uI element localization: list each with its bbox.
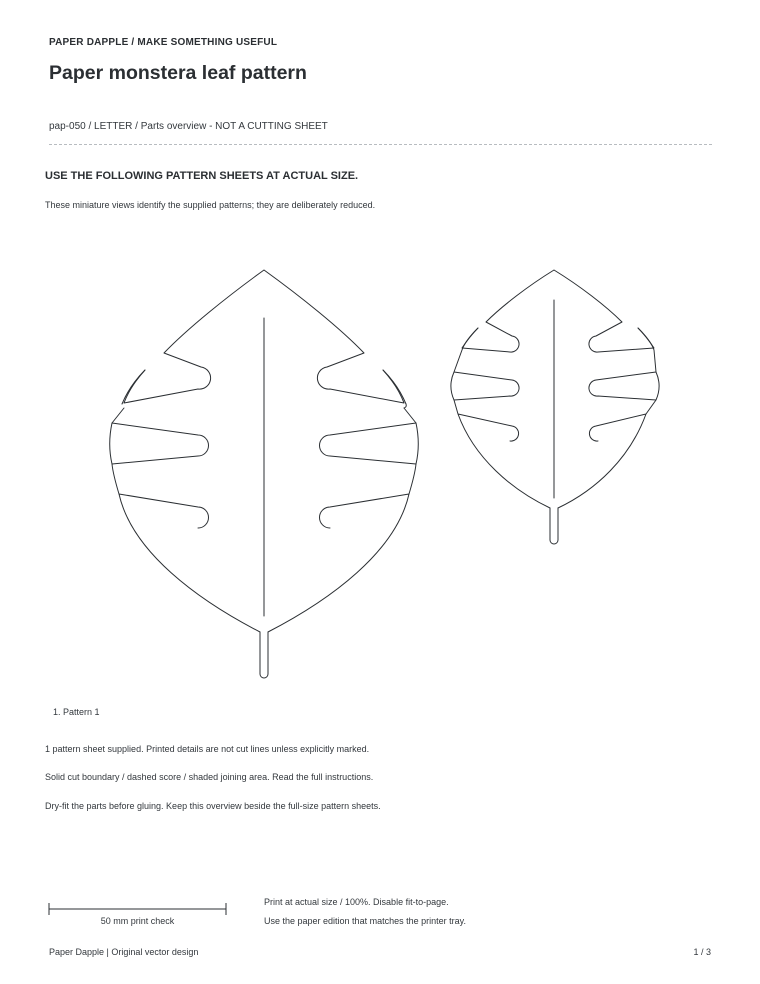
large-leaf-lobe-left-middle	[110, 423, 209, 464]
large-leaf-lobe-right-middle	[320, 404, 419, 464]
note-sheets: 1 pattern sheet supplied. Printed details are not cut lines unless explicitly marked.	[45, 744, 370, 754]
instructions-heading: USE THE FOLLOWING PATTERN SHEETS AT ACTUAL SIZE.	[45, 170, 359, 182]
brand-line: PAPER DAPPLE / MAKE SOMETHING USEFUL	[49, 37, 278, 48]
scale-bar-label: 50 mm print check	[100, 916, 175, 926]
note-dry-fit: Dry-fit the parts before gluing. Keep this overview beside the full-size pattern sheets.	[45, 801, 381, 811]
small-leaf-stem	[550, 508, 558, 544]
document-meta: pap-050 / LETTER / Parts overview - NOT A CUTTING SHEET	[49, 121, 328, 132]
print-instruction-paper: Use the paper edition that matches the printer tray.	[264, 916, 466, 926]
small-leaf-pattern	[451, 270, 659, 544]
instructions-intro: These miniature views identify the supplied patterns; they are deliberately reduced.	[45, 200, 376, 210]
page-title: Paper monstera leaf pattern	[49, 62, 307, 84]
large-leaf-lower-right	[268, 464, 416, 632]
print-check-scale-bar	[49, 903, 226, 915]
large-leaf-pattern	[110, 270, 419, 678]
large-leaf-notch-right-upper-edge	[404, 408, 416, 423]
small-leaf-top	[462, 270, 654, 352]
footer-credit: Paper Dapple | Original vector design	[49, 947, 199, 957]
large-leaf-stem	[260, 632, 268, 678]
page-number: 1 / 3	[693, 947, 711, 957]
small-leaf-right-side	[558, 328, 659, 508]
small-leaf-left-side	[451, 328, 550, 508]
figure-caption: 1. Pattern 1	[53, 707, 100, 717]
large-leaf-notch-left-upper-edge	[112, 408, 124, 423]
large-leaf-lower-left	[112, 464, 260, 632]
note-legend: Solid cut boundary / dashed score / shaded joining area. Read the full instructions.	[45, 772, 374, 782]
print-instruction-size: Print at actual size / 100%. Disable fit-to-page.	[264, 897, 449, 907]
